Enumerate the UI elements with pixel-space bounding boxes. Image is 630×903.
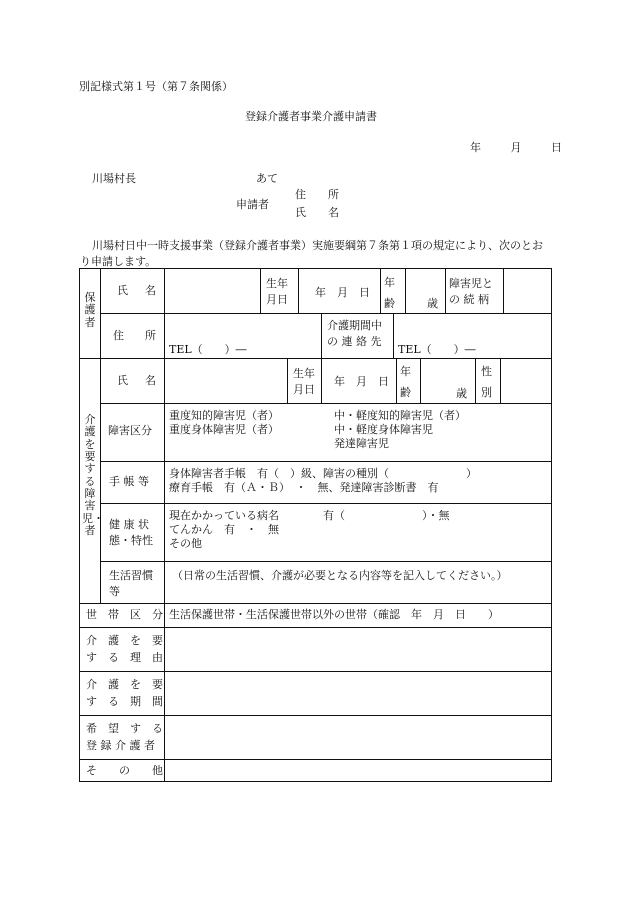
other-label: そ の 他 (86, 764, 163, 777)
guardian-name-label: 氏 名 (117, 284, 156, 297)
date-line (470, 141, 562, 155)
guardian-birth-label: 生年 月日 (266, 277, 288, 306)
guardian-section-label: 保護者 (84, 291, 96, 329)
date-month: 月 (510, 141, 522, 154)
body-text-line2: り申請します。 (80, 255, 157, 268)
health-details: 現在かかっている病名 有（ ）・無 てんかん 有 ・ 無 その他 (169, 509, 450, 550)
guardian-tel: TEL（ ）― (169, 343, 247, 356)
guardian-address-label: 住 所 (113, 329, 156, 342)
care-reason-label: 介 護 を 要 す る 理 由 (86, 634, 163, 665)
care-period-field[interactable] (166, 673, 549, 713)
disability-label: 障害区分 (108, 424, 152, 437)
child-age-unit: 歳 (456, 387, 467, 400)
body-text-line1: 川場村日中一時支援事業（登録介護者事業）実施要綱第７条第１項の規定により、次のとお (92, 239, 543, 252)
addressee: 川場村長 (92, 172, 136, 185)
honorific: あて (256, 172, 278, 185)
care-reason-field[interactable] (166, 629, 549, 669)
disability-right-options: 中・軽度知的障害児（者） 中・軽度身体障害児 発達障害児 (334, 409, 466, 450)
household-text: 生活保護世帯・生活保護世帯以外の世帯（確認 年 月 日 ） (169, 608, 499, 621)
guardian-contact-label: 介護期間中 の 連 絡 先 (327, 319, 382, 348)
applicant-address-label: 住 所 (295, 188, 339, 201)
guardian-age-unit: 歳 (427, 297, 438, 310)
form-number: 別記様式第１号（第７条関係） (79, 80, 233, 93)
health-label: 健 康 状 態・特性 (109, 518, 153, 547)
habits-label: 生活習慣 等 (109, 569, 153, 598)
guardian-contact-tel: TEL（ ）― (398, 343, 476, 356)
disability-left-options: 重度知的障害児（者） 重度身体障害児（者） (169, 409, 279, 436)
care-period-label: 介 護 を 要 す る 期 間 (86, 678, 163, 709)
handbook-details: 身体障害者手帳 有（ ）級、障害の種別（ ） 療育手帳 有（Ａ・Ｂ） ・ 無、発達障害診断書 有 (169, 467, 477, 494)
date-year: 年 (470, 141, 481, 154)
habits-instruction: （日常の生活習慣、介護が必要となる内容等を記入してください。） (172, 569, 508, 582)
guardian-age-label: 年 齢 (384, 276, 395, 310)
guardian-relation-value[interactable] (505, 272, 549, 310)
child-sex-label: 性 別 (481, 365, 492, 399)
desired-carer-label: 希 望 す る 登 録 介 護 者 (86, 722, 163, 753)
guardian-birth-date: 年 月 日 (315, 286, 370, 299)
child-birth-date: 年 月 日 (334, 375, 389, 388)
child-section-label: 介護を要する障害児・者 (82, 413, 104, 537)
form-title: 登録介護者事業介護申請書 (245, 110, 377, 123)
household-label: 世 帯 区 分 (86, 608, 163, 621)
handbook-label: 手 帳 等 (109, 475, 149, 488)
date-day: 日 (551, 141, 562, 154)
desired-carer-field[interactable] (166, 717, 549, 757)
applicant-label: 申請者 (236, 198, 269, 211)
other-field[interactable] (166, 761, 549, 779)
child-age-label: 年 齢 (400, 365, 411, 399)
child-birth-label: 生年 月日 (293, 367, 315, 396)
applicant-name-label: 氏 名 (295, 206, 339, 219)
guardian-relation-label: 障害児と の 続 柄 (449, 277, 493, 306)
child-name-label: 氏 名 (117, 374, 156, 387)
